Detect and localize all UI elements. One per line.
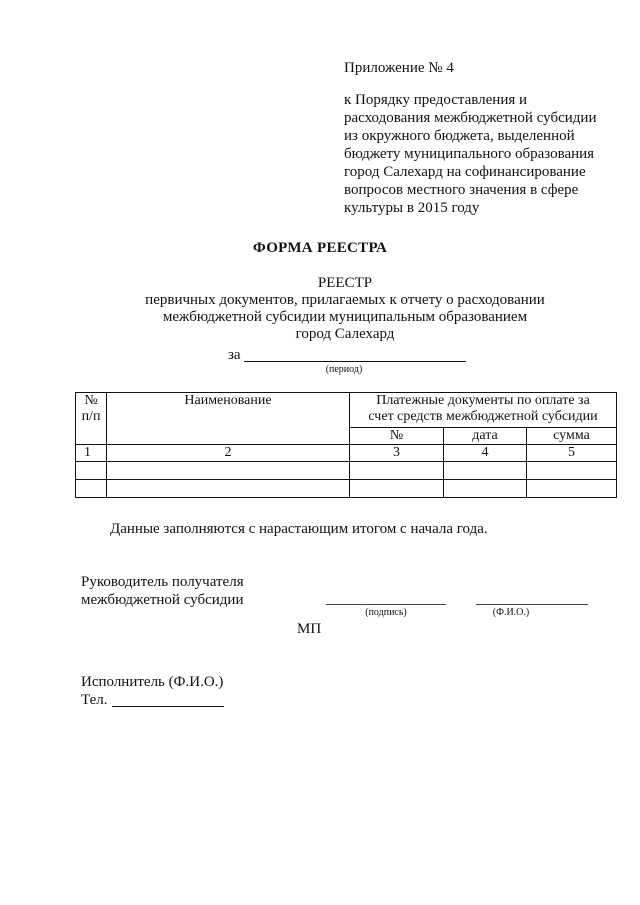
column-number: 3 — [350, 445, 444, 462]
appendix-line: бюджету муниципального образования — [344, 146, 595, 162]
column-header-payment-docs: Платежные документы по оплате за счет средств межбюджетной субсидии — [350, 393, 617, 428]
period-input-line[interactable] — [244, 361, 466, 362]
period-caption: (период) — [325, 364, 363, 375]
table-column-numbers-row — [76, 445, 617, 462]
column-number: 2 — [107, 445, 350, 462]
table-cell[interactable] — [444, 462, 527, 480]
column-number: 5 — [527, 445, 617, 462]
full-name-caption: (Ф.И.О.) — [492, 607, 530, 618]
column-header-name: Наименование — [107, 393, 350, 445]
table-cell[interactable] — [350, 462, 444, 480]
appendix-block — [344, 59, 629, 217]
table-cell[interactable] — [527, 462, 617, 480]
executor-block — [81, 673, 223, 709]
executor-name-label: Исполнитель (Ф.И.О.) — [81, 674, 224, 690]
column-header-sum: сумма — [527, 428, 617, 445]
appendix-line: из окружного бюджета, выделенной — [344, 128, 575, 144]
table-row — [76, 462, 617, 480]
appendix-line: город Салехард на софинансирование — [344, 164, 586, 180]
registry-title: РЕЕСТР — [317, 275, 373, 291]
appendix-title: Приложение № 4 — [344, 60, 454, 76]
registry-subtitle-line: город Салехард — [295, 326, 395, 342]
signature-line[interactable] — [326, 604, 446, 605]
signer-label — [81, 573, 244, 609]
column-number: 4 — [444, 445, 527, 462]
period-label: за — [228, 347, 241, 363]
table-cell[interactable] — [444, 480, 527, 498]
column-header-number: № п/п — [76, 393, 107, 445]
appendix-line: расходования межбюджетной субсидии — [344, 110, 597, 126]
table-cell[interactable] — [76, 462, 107, 480]
signer-label-line: межбюджетной субсидии — [81, 592, 244, 608]
table-cell[interactable] — [107, 462, 350, 480]
full-name-line[interactable] — [476, 604, 588, 605]
phone-input-line[interactable] — [112, 706, 224, 707]
registry-subtitle-line: межбюджетной субсидии муниципальным образованием — [162, 309, 528, 325]
signer-label-line: Руководитель получателя — [81, 574, 244, 590]
appendix-line: к Порядку предоставления и — [344, 92, 528, 108]
table-cell[interactable] — [527, 480, 617, 498]
fill-note: Данные заполняются с нарастающим итогом с начала года. — [110, 521, 488, 537]
registry-heading — [0, 275, 640, 343]
table-header-row — [76, 393, 617, 428]
stamp-place-label: МП — [297, 621, 322, 637]
column-header-doc-number: № — [350, 428, 444, 445]
column-number: 1 — [76, 445, 107, 462]
appendix-line: культуры в 2015 году — [344, 200, 480, 216]
appendix-line: вопросов местного значения в сфере — [344, 182, 579, 198]
table-cell[interactable] — [350, 480, 444, 498]
table-cell[interactable] — [76, 480, 107, 498]
column-header-date: дата — [444, 428, 527, 445]
executor-phone-label: Тел. — [81, 692, 108, 708]
table-row — [76, 480, 617, 498]
registry-subtitle-line: первичных документов, прилагаемых к отчету о расходовании — [145, 292, 545, 308]
table-cell[interactable] — [107, 480, 350, 498]
registry-table — [75, 392, 617, 498]
signature-caption: (подпись) — [365, 607, 407, 618]
form-title: ФОРМА РЕЕСТРА — [252, 240, 388, 256]
